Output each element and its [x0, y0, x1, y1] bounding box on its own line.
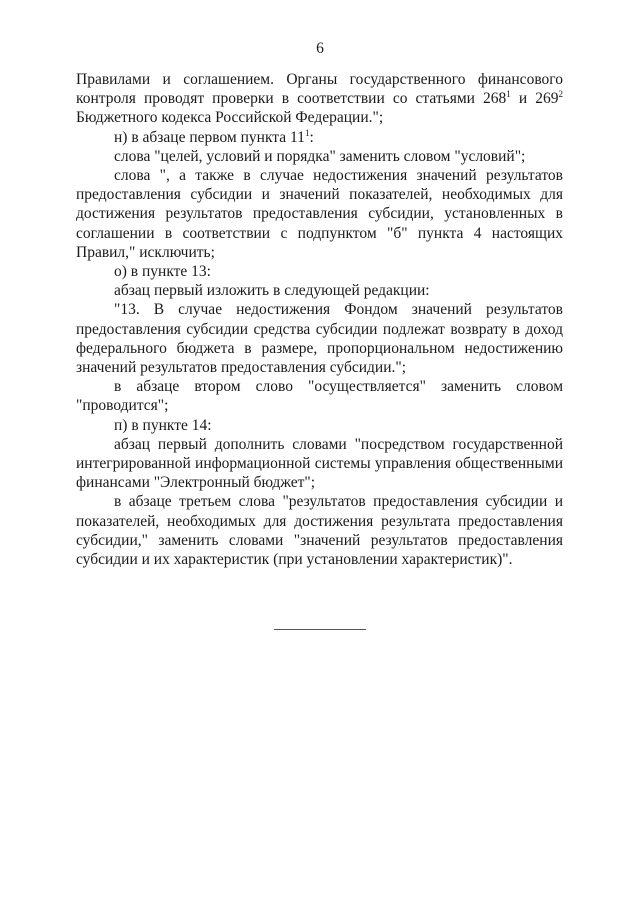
- paragraph-item-o: о) в пункте 13:: [114, 263, 211, 281]
- paragraph: в абзаце втором слово "осуществляется" заменить словом "проводится";: [76, 378, 563, 415]
- paragraph: в абзаце третьем слова "результатов предоставления субсидии и показателей, необходимых для достижения результата предоставления субсидии," заменить словами "значений результатов предоставления субсидии и их характеристик (при установлении характеристик)".: [76, 493, 563, 569]
- paragraph-quote: "13. В случае недостижения Фондом значений результатов предоставления субсидии средства субсидии подлежат возврату в доход федерального бюджета в размере, пропорциональном недостижению значений результатов предоставления субсидии.";: [76, 301, 563, 377]
- document-body: [76, 70, 563, 569]
- paragraph: слова ", а также в случае недостижения значений результатов предоставления субсидии и значений показателей, необходимых для достижения результатов предоставления субсидии, установленных в соглашении в соответствии с подпунктом "б" пункта 4 настоящих Правил," исключить;: [76, 167, 563, 261]
- paragraph: абзац первый дополнить словами "посредством государственной интегрированной информационной системы управления общественными финансами "Электронный бюджет";: [76, 435, 563, 492]
- superscript: 1: [304, 127, 310, 138]
- paragraph-item-n: н) в абзаце первом пункта $11^1$:: [114, 127, 314, 146]
- paragraph: абзац первый изложить в следующей редакции:: [114, 282, 430, 300]
- superscript: 1: [506, 89, 511, 100]
- paragraph-continuation: Правилами и соглашением. Органы государственного финансового контроля проводят проверки в соответствии со статьями $268^1$ и $269^2$ Бюджетного кодекса Российской Федерации.";: [76, 71, 563, 127]
- superscript: 2: [558, 89, 563, 100]
- page-number: 6: [316, 40, 324, 57]
- paragraph: слова "целей, условий и порядка" заменить словом "условий";: [114, 147, 526, 165]
- end-separator-line: [274, 629, 366, 630]
- paragraph-item-p: п) в пункте 14:: [114, 416, 212, 434]
